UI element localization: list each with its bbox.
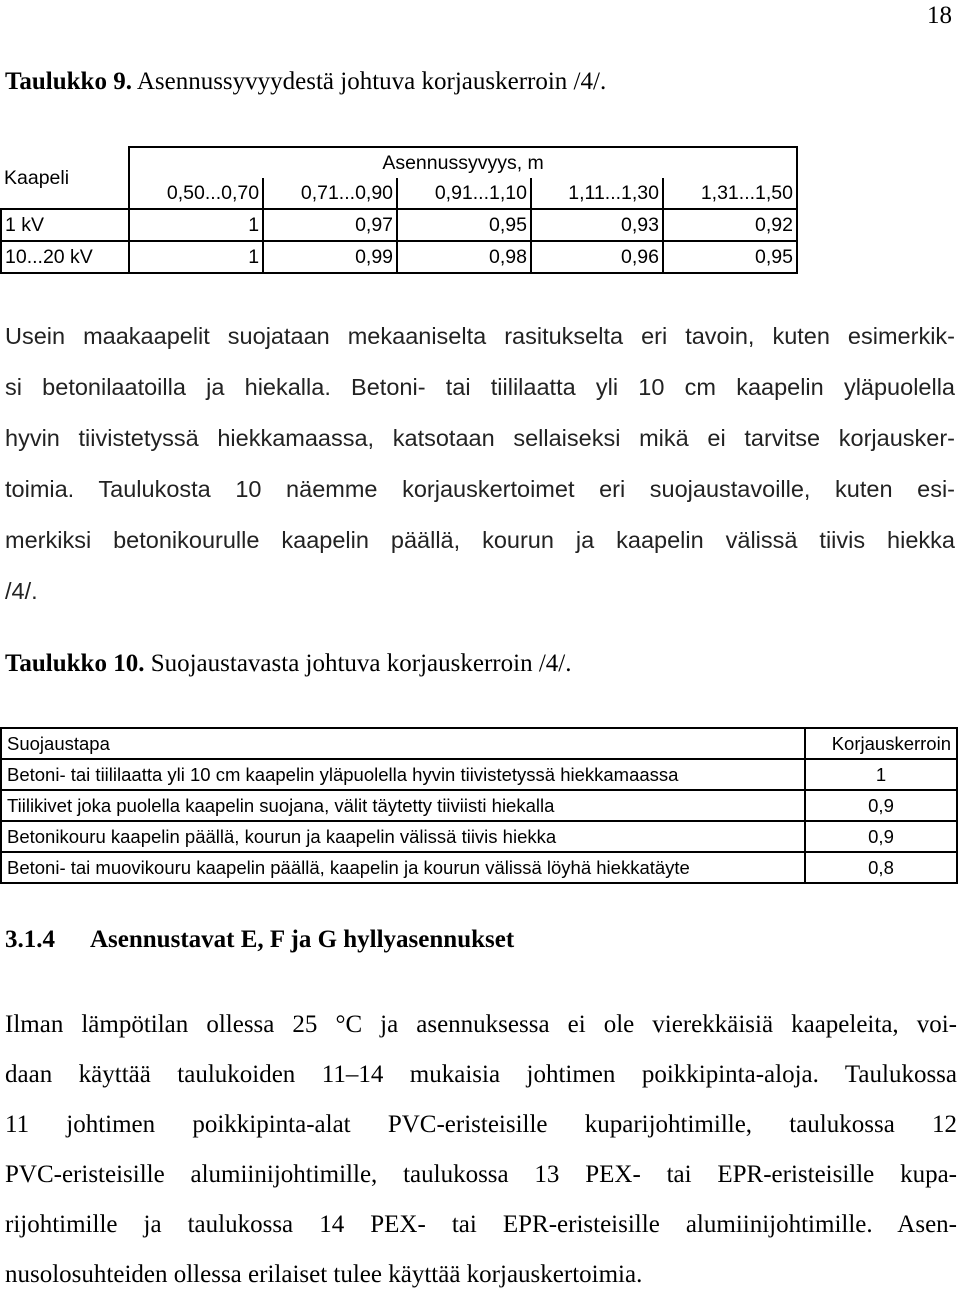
factor-cell: 1 — [129, 241, 263, 273]
table10-caption-text: Suojaustavasta johtuva korjauskerroin /4/. — [150, 650, 572, 677]
paragraph-installation — [5, 1000, 957, 1300]
depth-header: 0,91...1,10 — [397, 178, 531, 209]
factor-cell: 0,99 — [263, 241, 397, 273]
depth-header: 1,31...1,50 — [663, 178, 797, 209]
table9-caption-text: Asennussyvyydestä johtuva korjauskerroin /4/. — [136, 68, 607, 95]
factor-cell: 0,97 — [263, 209, 397, 241]
paragraph-protection — [5, 311, 955, 617]
factor-cell: 0,9 — [805, 790, 957, 821]
factor-cell: 0,96 — [531, 241, 663, 273]
table-row — [1, 790, 957, 821]
table-row — [1, 241, 797, 273]
depth-header: 0,50...0,70 — [129, 178, 263, 209]
paragraph-line: toimia. Taulukosta 10 näemme korjauskertoimet eri suojaustavoille, kuten esi- — [5, 476, 955, 502]
page-number: 18 — [927, 2, 952, 29]
depth-header: 0,71...0,90 — [263, 178, 397, 209]
depth-header: 1,11...1,30 — [531, 178, 663, 209]
factor-cell: 0,8 — [805, 852, 957, 883]
method-cell: Betoni- tai muovikouru kaapelin päällä, kaapelin ja kourun välissä löyhä hiekkatäyte — [1, 852, 805, 883]
method-header: Suojaustapa — [1, 728, 805, 759]
paragraph-line: si betonilaatoilla ja hiekalla. Betoni- tai tiililaatta yli 10 cm kaapelin yläpuolella — [5, 374, 955, 400]
section-heading — [5, 926, 514, 954]
factor-cell: 0,93 — [531, 209, 663, 241]
factor-cell: 0,95 — [397, 209, 531, 241]
kaapeli-header: Kaapeli — [1, 147, 129, 209]
paragraph-line: /4/. — [5, 578, 38, 604]
factor-cell: 0,9 — [805, 821, 957, 852]
paragraph-line: hyvin tiivistetyssä hiekkamaassa, katsotaan sellaiseksi mikä ei tarvitse korjausker- — [5, 425, 955, 451]
cable-label: 1 kV — [1, 209, 129, 241]
factor-cell: 0,92 — [663, 209, 797, 241]
factor-header: Korjauskerroin — [805, 728, 957, 759]
paragraph-line: rijohtimille ja taulukossa 14 PEX- tai EPR-eristeisille alumiinijohtimille. Asen- — [5, 1211, 957, 1238]
table-row — [1, 821, 957, 852]
paragraph-line: PVC-eristeisille alumiinijohtimille, taulukossa 13 PEX- tai EPR-eristeisille kupa- — [5, 1161, 957, 1188]
table-row — [1, 759, 957, 790]
depth-group-header: Asennussyvyys, m — [129, 147, 797, 178]
table9-caption — [5, 68, 606, 96]
paragraph-line: nusolosuhteiden ollessa erilaiset tulee käyttää korjauskertoimia. — [5, 1261, 643, 1288]
paragraph-line: daan käyttää taulukoiden 11–14 mukaisia johtimen poikkipinta-aloja. Taulukossa — [5, 1061, 957, 1088]
paragraph-line: Usein maakaapelit suojataan mekaaniselta rasitukselta eri tavoin, kuten esimerkik- — [5, 323, 955, 349]
cable-label: 10...20 kV — [1, 241, 129, 273]
section-number: 3.1.4 — [5, 926, 55, 953]
method-cell: Betoni- tai tiililaatta yli 10 cm kaapelin yläpuolella hyvin tiivistetyssä hiekkamaassa — [1, 759, 805, 790]
table-row — [1, 209, 797, 241]
factor-cell: 0,98 — [397, 241, 531, 273]
method-cell: Tiilikivet joka puolella kaapelin suojana, välit täytetty tiiviisti hiekalla — [1, 790, 805, 821]
factor-cell: 0,95 — [663, 241, 797, 273]
section-title: Asennustavat E, F ja G hyllyasennukset — [90, 926, 515, 953]
table-row — [1, 852, 957, 883]
table10-caption-label: Taulukko 10. — [5, 650, 145, 677]
protection-method-table — [0, 727, 958, 884]
paragraph-line: merkiksi betonikourulle kaapelin päällä, kourun ja kaapelin välissä tiivis hiekka — [5, 527, 955, 553]
table10-caption — [5, 650, 571, 678]
table9-caption-label: Taulukko 9. — [5, 68, 132, 95]
factor-cell: 1 — [805, 759, 957, 790]
factor-cell: 1 — [129, 209, 263, 241]
paragraph-line: Ilman lämpötilan ollessa 25 °C ja asennuksessa ei ole vierekkäisiä kaapeleita, voi- — [5, 1011, 957, 1038]
method-cell: Betonikouru kaapelin päällä, kourun ja kaapelin välissä tiivis hiekka — [1, 821, 805, 852]
paragraph-line: 11 johtimen poikkipinta-alat PVC-eristeisille kuparijohtimille, taulukossa 12 — [5, 1111, 957, 1138]
installation-depth-table — [0, 146, 798, 274]
